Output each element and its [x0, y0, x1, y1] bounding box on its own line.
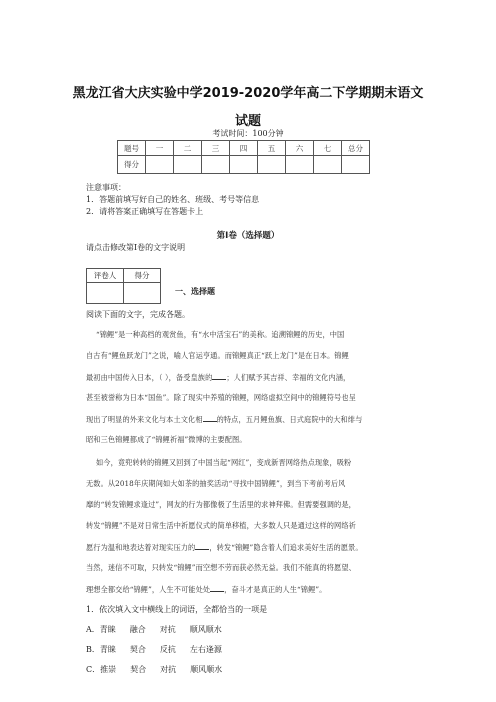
score-table: [117, 140, 370, 174]
answer-blank: [195, 542, 209, 550]
option-b[interactable]: [86, 644, 222, 655]
exam-time: 考试时间：100分钟: [212, 129, 284, 138]
score-table-header-cell: 六: [286, 141, 314, 156]
option-word: 契合: [129, 645, 146, 654]
exam-title-line2: 试题: [234, 114, 261, 129]
answer-blank: [210, 584, 224, 592]
score-table-header-cell: 四: [230, 141, 258, 156]
score-table-header-cell: 三: [202, 141, 230, 156]
paragraph-line: 甚至被誉称为日本“国鱼”。除了现实中养殖的锦鲤，网络虚拟空间中的锦鲤符号也呈: [86, 393, 356, 402]
score-cell: [174, 156, 202, 174]
paragraph-line: [86, 542, 363, 553]
paragraph-segment: ；人们赋予其吉祥、幸福的文化内涵，: [226, 373, 351, 382]
grader-table: [86, 268, 161, 304]
option-word: 融合: [129, 625, 146, 634]
score-cell: [286, 156, 314, 174]
paragraph-segment: 理想全都交给“锦鲤”，人生不可能处处: [86, 585, 211, 594]
option-label: B．青睐: [86, 645, 116, 654]
score-cell: [258, 156, 286, 174]
paragraph-line: 当然，迷信不可取，只转发“锦鲤”而空想不劳而获必然无益。我们不能真的将愿望、: [86, 563, 356, 572]
paragraph-line: 如今，竟兜转转的锦鲤又回到了中国当起“网红”，变成新晋网络热点现象，吸粉: [96, 458, 352, 467]
option-word: 对抗: [160, 665, 177, 674]
exam-title-line1: 黑龙江省大庆实验中学2019-2020学年高二下学期期末语文: [72, 86, 424, 101]
notes-heading: 注意事项：: [86, 183, 126, 192]
option-word: 对抗: [159, 625, 176, 634]
paragraph-line: [86, 414, 362, 425]
score-cell: [230, 156, 258, 174]
paragraph-line: 昭和三色锦鲤都成了“锦鲤祈福”微博的主要配图。: [86, 435, 247, 444]
paragraph-line: 自古有“鲤鱼跃龙门”之说，喻人官运亨通。而锦鲤真正“跃上龙门”是在日本。锦鲤: [86, 351, 349, 360]
option-a[interactable]: [86, 624, 222, 635]
score-table-header-cell: 七: [314, 141, 342, 156]
section-title: 第I卷（选择题）: [216, 231, 280, 241]
option-label: C．推崇: [86, 665, 117, 674]
paragraph-line: 转发“锦鲤”不是对日常生活中祈愿仪式的简单移植，大多数人只是通过这样的网络祈: [86, 521, 356, 530]
paragraph-line: “锦鲤”是一种高档的观赏鱼，有“水中活宝石”的美称。追溯锦鲤的历史，中国: [96, 330, 345, 339]
paragraph-segment: 的特点，五月鲤鱼旗、日式庭院中的大和绯与: [216, 415, 363, 424]
option-word: 契合: [130, 665, 147, 674]
option-word: 左右逢源: [189, 645, 222, 654]
paragraph-line: [86, 372, 350, 383]
grader-col-label: 评卷人: [87, 269, 124, 283]
option-word: 顺风顺水: [190, 665, 223, 674]
paragraph-segment: 最初由中国传入日本，（ ），备受皇族的: [86, 373, 213, 382]
paragraph-segment: 愿行为温和地表达着对现实压力的: [86, 543, 196, 552]
score-cell: [314, 156, 342, 174]
paragraph-segment: 现出了明显的外来文化与本土文化相: [86, 415, 203, 424]
score-cell: [202, 156, 230, 174]
option-label: A．青睐: [86, 625, 116, 634]
paragraph-segment: ，奋斗才是真正的人生“锦鲤”。: [224, 585, 327, 594]
score-table-header-cell: 题号: [118, 141, 146, 156]
score-table-header-cell: 一: [146, 141, 174, 156]
score-cell: [342, 156, 370, 174]
paragraph-line: [86, 584, 326, 595]
question-1: 1．依次填入文中横线上的词语，全都恰当的一项是: [86, 605, 268, 614]
answer-blank: [203, 414, 217, 422]
grader-cell: [87, 283, 124, 304]
grader-score-label: 得分: [124, 269, 161, 283]
option-c[interactable]: [86, 664, 222, 675]
part-heading: 一、选择题: [175, 287, 215, 296]
paragraph-segment: ，转发“锦鲤”隐含着人们追求美好生活的愿景。: [209, 543, 363, 552]
option-word: 顺风顺水: [189, 625, 222, 634]
paragraph-line: 无数。从2018年庆期间如大如茶的抽奖活动“寻找中国锦鲤”，到当下考前考后风: [86, 479, 346, 488]
answer-blank: [212, 372, 226, 380]
grader-cell: [124, 283, 161, 304]
notes-item-2: 2．请将答案正确填写在答题卡上: [86, 207, 204, 216]
score-table-header-cell: 五: [258, 141, 286, 156]
paragraph-line: 靡的“转发锦鲤求逢过”，网友的行为都像极了生活里的求神拜佛。但需要强调的是，: [86, 500, 356, 509]
score-cell: [146, 156, 174, 174]
notes-item-1: 1．答题前填写好自己的姓名、班级、考号等信息: [86, 195, 260, 204]
score-table-header-cell: 二: [174, 141, 202, 156]
section-hint: 请点击修改第I卷的文字说明: [86, 243, 186, 252]
score-table-header-cell: 总分: [342, 141, 370, 156]
instruction: 阅读下面的文字，完成各题。: [86, 310, 190, 319]
option-word: 反抗: [159, 645, 176, 654]
score-row-label: 得分: [118, 156, 146, 174]
